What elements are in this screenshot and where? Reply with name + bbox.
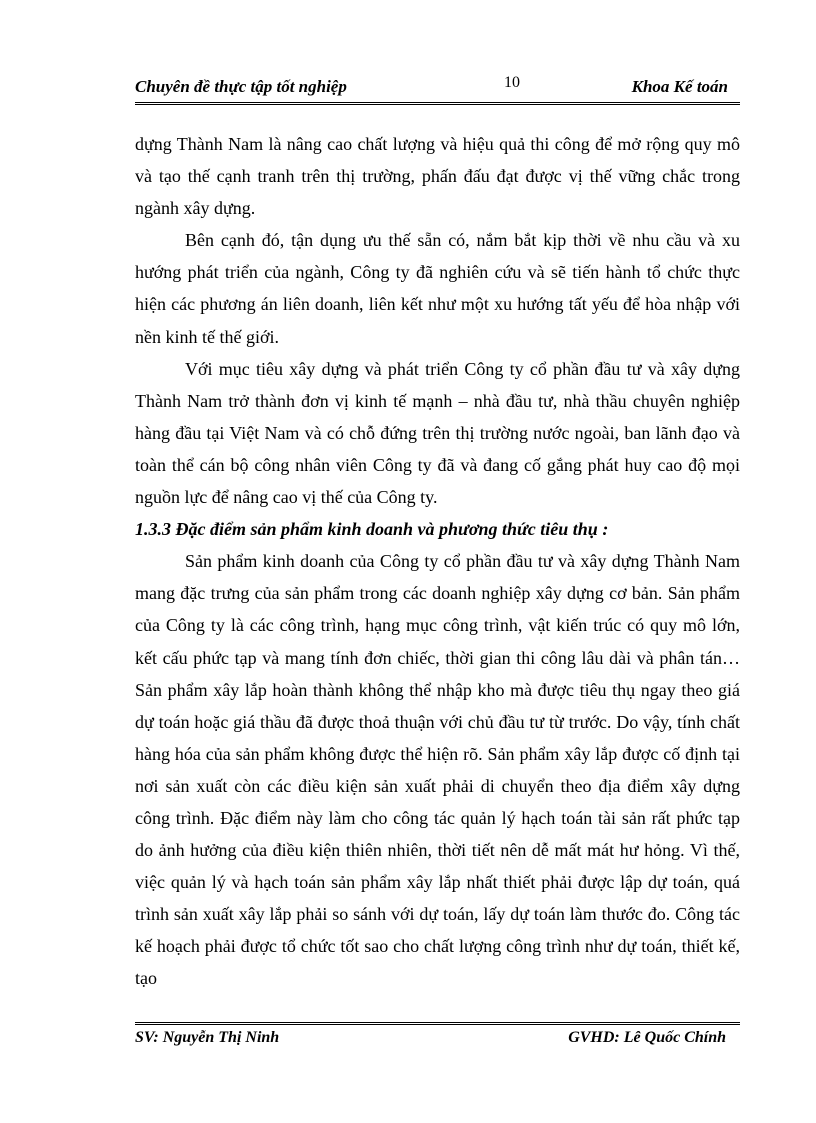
- paragraph: Với mục tiêu xây dựng và phát triển Công ty cổ phần đầu tư và xây dựng Thành Nam trở thành đơn vị kinh tế mạnh – nhà đầu tư, nhà thầu chuyên nghiệp hàng đầu tại Việt Nam và có chỗ đứng trên thị trường nước ngoài, ban lãnh đạo và toàn thể cán bộ công nhân viên Công ty đã và đang cố gắng phát huy cao độ mọi nguồn lực để nâng cao vị thế của Công ty.: [135, 358, 740, 508]
- footer-advisor: GVHD: Lê Quốc Chính: [568, 1029, 726, 1046]
- section-heading: 1.3.3 Đặc điểm sản phẩm kinh doanh và phương thức tiêu thụ :: [135, 519, 609, 540]
- footer-student: SV: Nguyễn Thị Ninh: [135, 1029, 280, 1046]
- page-footer: [135, 1022, 740, 1049]
- header-title: Chuyên đề thực tập tốt nghiệp: [135, 77, 347, 96]
- paragraph: dựng Thành Nam là nâng cao chất lượng và hiệu quả thi công để mở rộng quy mô và tạo thế cạnh tranh trên thị trường, phấn đấu đạt được vị thế vững chắc trong ngành xây dựng.: [135, 134, 740, 219]
- paragraph: Sản phẩm kinh doanh của Công ty cổ phần đầu tư và xây dựng Thành Nam mang đặc trưng của sản phẩm trong các doanh nghiệp xây dựng cơ bản. Sản phẩm của Công ty là các công trình, hạng mục công trình, vật kiến trúc có quy mô lớn, kết cấu phức tạp và mang tính đơn chiếc, thời gian thi công lâu dài và phân tán… Sản phẩm xây lắp hoàn thành không thể nhập kho mà được tiêu thụ ngay theo giá dự toán hoặc giá thầu đã được thoả thuận với chủ đầu tư từ trước. Do vậy, tính chất hàng hóa của sản phẩm không được thể hiện rõ. Sản phẩm xây lắp được cố định tại nơi sản xuất còn các điều kiện sản xuất phải di chuyển theo địa điểm xây dựng công trình. Đặc điểm này làm cho công tác quản lý hạch toán tài sản rất phức tạp do ảnh hưởng của điều kiện thiên nhiên, thời tiết nên dễ mất mát hư hỏng. Vì thế, việc quản lý và hạch toán sản phẩm xây lắp nhất thiết phải được lập dự toán, quá trình sản xuất xây lắp phải so sánh với dự toán, lấy dự toán làm thước đo. Công tác kế hoạch phải được tổ chức tốt sao cho chất lượng công trình như dự toán, thiết kế, tạo: [135, 551, 740, 989]
- page-header: [135, 72, 740, 105]
- document-body: [135, 128, 740, 995]
- page-number: 10: [504, 74, 520, 91]
- paragraph: Bên cạnh đó, tận dụng ưu thế sẵn có, nắm bắt kịp thời về nhu cầu và xu hướng phát triển của ngành, Công ty đã nghiên cứu và sẽ tiến hành tổ chức thực hiện các phương án liên doanh, liên kết như một xu hướng tất yếu để hòa nhập với nền kinh tế thế giới.: [135, 230, 740, 347]
- header-department: Khoa Kế toán: [631, 77, 728, 96]
